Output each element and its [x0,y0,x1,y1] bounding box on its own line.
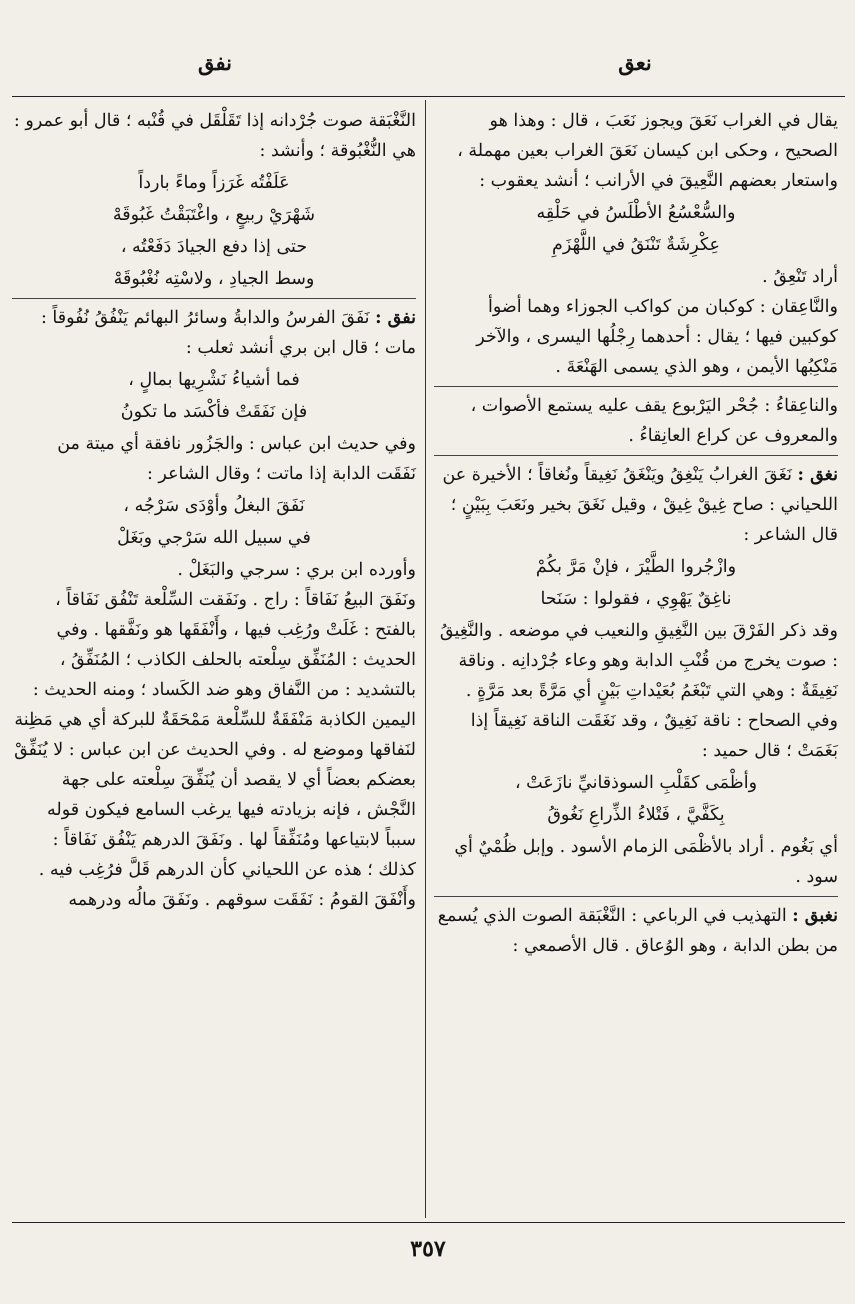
verse-line: في سبيل الله سَرْجي وبَغَلْ [117,528,311,548]
entry-paragraph [434,292,838,382]
verse-line: عَلَفْتُه غَرَزاً وماءً بارداً [138,173,290,193]
entry-paragraph [434,901,838,961]
entry-text: نَغَقَ الغرابُ يَنْغِقُ ويَنْغَقُ نَغِيقاً ونُغاقاً ؛ الأخيرة عن اللحياني : صاح غِيقْ غِيقْ ، وقيل نَغَقَ بخير ونَعَبَ بِبَيْنٍ ؛ قال الشاعر : [442,465,838,545]
footer-rule [12,1222,845,1223]
entry-text: والنَّاعِقان : كوكبان من كواكب الجوزاء وهما أضوأ كوكبين فيها ؛ يقال : أحدهما رِجْلُها اليسرى ، والآخر مَنْكِبُها الأيمن ، وهو الذي يسمى الهَنْعَةَ . [476,297,838,377]
entry-text: أي بَغُوم . أراد بالأظْمَى الزمام الأسود . وإبل ظُمْيٌ أي سود . [454,837,838,887]
verse-line: فإن نَفَقَتْ فأكْسَد ما تكونُ [120,402,308,422]
entry-text: وفي حديث ابن عباس : والجَزُور نافقة أي ميتة من نَفَقَت الدابة إذا ماتت ؛ وقال الشاعر : [57,434,416,484]
entry-paragraph [12,429,416,489]
entry-text: ونَفَقَ البيعُ نَفَاقاً : راج . ونَفَقت السِّلْعة تَنْفُق نَفَاقاً ، بالفتح : غَلَتْ ورُغِب فيها ، وأَنْفَقَها هو ونَفَّقها . وفي الحديث : المُنَفِّق سِلْعته بالحلف الكاذب ؛ المُنَفِّقُ ، بالتشديد : من النَّفاق وهو ضد الكَساد ؛ ومنه الحديث : اليمين الكاذبة مَنْفَقَةٌ للسِّلْعة مَمْحَقَةٌ للبركة أي هي مَظِنة لنَفاقها وموضع له . وفي الحديث عن ابن عباس : لا يُنَفِّقْ بعضكم بعضاً أي لا يقصد أن يُنَفِّقَ سِلْعته على جهة النَّجْش ، فإنه بزيادته فيها يرغب السامع فيكون قوله سبباً لابتياعها ومُنَفِّقاً لها . ونَفَقَ الدرهم يَنْفُق نَفَاقاً : كذلك ؛ هذه عن اللحياني كأن الدرهم قَلَّ فرُغِب فيه . [14,590,416,880]
entry-headword: نغبق : [792,906,838,926]
entry-text: يقال في الغراب نَعَقَ ويجوز نَعَبَ ، قال : وهذا هو الصحيح ، وحكى ابن كيسان نَعَقَ الغراب بعين مهملة ، واستعار بعضهم النَّعِيقَ في الأرانب ؛ أنشد يعقوب : [457,111,838,191]
verse-line: ناغِقٌ يَهْوِي ، فقولوا : سَنَحا [540,589,732,609]
entry-text: والناعِقاءُ : جُحْر اليَرْبوع يقف عليه يستمع الأصوات ، والمعروف عن كراع العانِقاءُ . [470,396,838,446]
entry-text: نَفَقَ الفرسُ والدابةُ وسائرُ البهائم يَنْفُقُ نُفُوقاً : مات ؛ قال ابن بري أنشد ثعلب : [40,308,416,358]
entry-paragraph [434,616,838,766]
entry-paragraph [434,106,838,196]
right-column [434,106,838,961]
entry-text: وقد ذكر الفَرْقَ بين النَّغِيقِ والنعيب في موضعه . والنَّغِيقُ : صوت يخرج من قُنْبِ الدابة وهو وعاء جُرْدانِه . وناقة نَغِيقَةٌ : وهي التي تَبْغَمُ بُعَيْداتِ بَيْنٍ أي مَرَّةً بعد مَرَّةٍ . وفي الصحاح : ناقة نَغِيقٌ ، وقد نَغَقَت الناقة نَغِيقاً إذا بَغَمَتْ ؛ قال حميد : [439,621,838,761]
verse-line: شَهْرَيْ ربيعٍ ، واغْتَبَقْتُ غَبُوقَهْ [112,205,316,225]
entry-paragraph [12,885,416,915]
entry-paragraph [12,303,416,363]
left-column [12,106,416,915]
entry-paragraph [434,460,838,550]
verse-line: حتى إذا دفع الجيادَ دَفَعْتُه ، [120,237,308,257]
verse-line: وسط الجيادِ ، ولاسْتِه نُغْبُوقَهْ [113,269,315,289]
entry-separator [12,298,416,299]
entry-paragraph [434,832,838,892]
entry-text: النَّغْبَقة صوت جُرْدانه إذا تَقَلْقَل في قُنْبه ؛ قال أبو عمرو : هي النُّغْبُوقة ؛ وأنشد : [13,111,416,161]
header-word-left: نفق [198,50,232,75]
entry-paragraph [434,262,838,292]
entry-separator [434,896,838,897]
entry-separator [434,386,838,387]
entry-text: وأَنْفَقَ القومُ : نَفَقَت سوقهم . ونَفَقَ مالُه ودرهمه [68,890,416,910]
page-number: ٣٥٧ [410,1236,446,1262]
entry-paragraph [434,391,838,451]
verse-line: والسُّعْسُعُ الأطْلَسُ في حَلْقِه [536,203,736,223]
entry-paragraph [12,585,416,885]
entry-text: أراد تَنْعِقُ . [762,267,838,287]
entry-paragraph [12,555,416,585]
verse-line: وازْجُروا الطَّيْرَ ، فإنْ مَرَّ بكُمْ [535,557,737,577]
entry-text: التهذيب في الرباعي : النَّغْبَقة الصوت الذي يُسمع من بطن الدابة ، وهو الوُعاق . قال الأصمعي : [437,906,838,956]
entry-headword: نغق : [797,465,838,485]
entry-text: وأورده ابن بري : سرجي والبَغَلْ . [177,560,416,580]
entry-headword: نفق : [375,308,416,328]
column-divider [425,100,426,1218]
entry-paragraph [12,106,416,166]
verse-line: عِكْرِشَةٌ تَنْنَقُ في اللَّهْزَمِ [551,235,721,255]
header-rule [12,96,845,97]
verse-line: فما أشياءُ نَشْرِيها بمالٍ ، [128,370,300,390]
entry-separator [434,455,838,456]
verse-line: نَفَقَ البغلُ وأوْدَى سَرْجُه ، [123,496,305,516]
verse-line: وأظْمَى كقَلْبِ السوذقانيِّ نازَعَتْ ، [514,773,758,793]
verse-line: بِكَفَّيَّ ، فَتْلاءُ الذِّراعِ نَغُوقُ [547,805,725,825]
header-word-right: نعق [618,50,652,75]
